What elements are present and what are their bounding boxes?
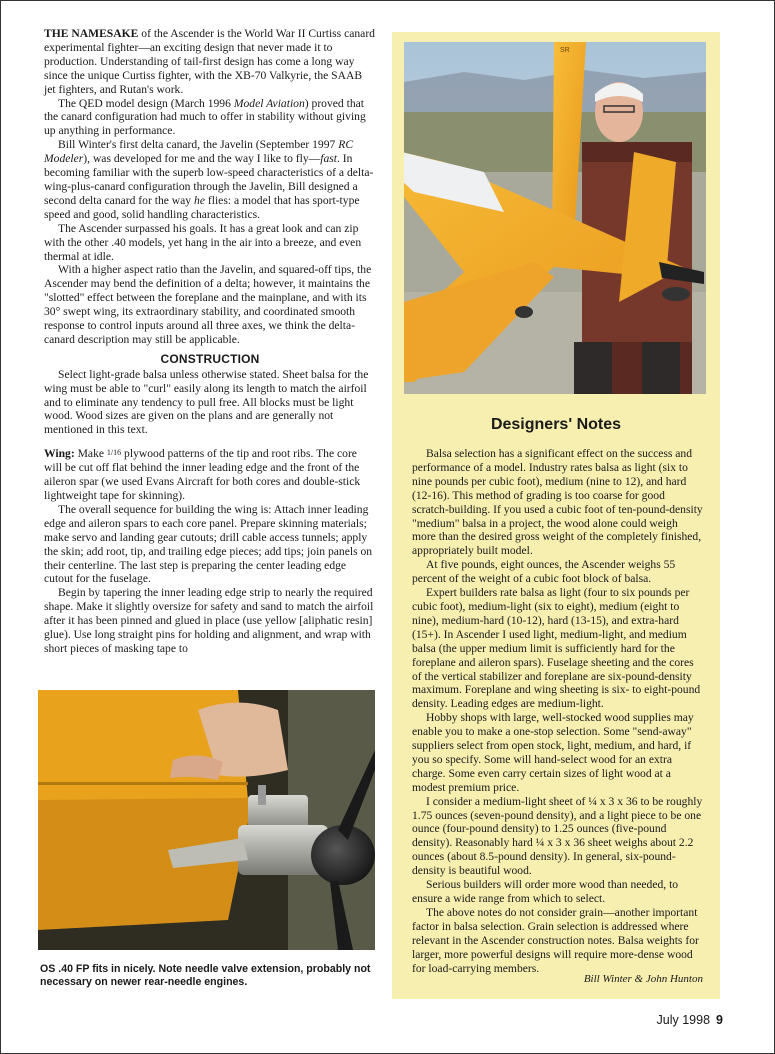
- intro-paragraph-4: The Ascender surpassed his goals. It has a great look and can zip with the other .40 models, yet hang in the air into a breeze, and even thermal at idle.: [44, 221, 362, 263]
- engine-photo-caption: OS .40 FP fits in nicely. Note needle valve extension, probably not necessary on newer rear-needle engines.: [40, 963, 371, 988]
- notes-paragraph: I consider a medium-light sheet of ¼ x 3 x 36 to be roughly 1.75 ounces (seven-pound density), and a light piece to be one ounce (four-pound density) to 1.25 ounces (five-pound density). Reasonably hard ¼ x 3 x 36 sheet weighs about 2.2 ounces (about 8.5-pound density). In general, six-pound-density is beautiful wood.: [412, 794, 703, 878]
- construction-paragraph-4: Begin by tapering the inner leading edge strip to nearly the required shape. Make it slightly oversize for safety and sand to match the airfoil after it has been pinned and glued in place (use yellow [aliphatic resin] glue). Use long straight pins for holding and alignment, and wrap with short pieces of masking tape to: [44, 586, 374, 655]
- construction-paragraph-1: Select light-grade balsa unless otherwise stated. Sheet balsa for the wing must be able to "curl" easily along its length to match the airfoil and to eliminate any tendency to pull free. All blocks must be light wood. Wood sizes are given on the plans and are generally not mentioned in this text.: [44, 367, 369, 437]
- notes-paragraph: The above notes do not consider grain—another important factor in balsa selection. Grain selection is addressed where relevant in the Ascender construction notes. Balsa weights for larger, more powerful designs will require more-dense wood for load-carrying members.: [412, 905, 699, 975]
- engine-photo-illustration: [38, 690, 375, 950]
- author-signature: Bill Winter & John Hunton: [583, 973, 703, 985]
- intro-paragraph-2: The QED model design (March 1996 Model Aviation) proved that the canard configuration had much to offer in stability without giving up anything in performance.: [44, 96, 366, 138]
- designers-notes-body: [412, 447, 704, 975]
- construction-heading: CONSTRUCTION: [160, 351, 260, 366]
- notes-paragraph: Hobby shops with large, well-stocked wood supplies may enable you to make a one-stop selection. Some "send-away" suppliers select from open stock, light, medium, and hard, if you so specify. Some will hand-select wood for an extra charge. Some even carry certain sizes of light wood at a modest premium price.: [412, 711, 694, 794]
- article-left-column: [44, 27, 376, 656]
- intro-paragraph-1: THE NAMESAKE of the Ascender is the World War II Curtiss canard experimental fighter—an exciting design that never made it to production. Understanding of tail-first design has come a long way since the unique Curtiss fighter, with the XB-70 Valkyrie, the SAAB jet fighters, and Rutan's work.: [44, 27, 375, 96]
- construction-paragraph-3: The overall sequence for building the wing is: Attach inner leading edge and aileron spars to each core panel. Prepare skinning materials; make servo and landing gear cutouts; drill cable access tunnels; apply the skin; add root, tip, and trailing edge pieces; add tips; join panels on their centerline. The last step is preparing the center leading edge cutout for the fuselage.: [44, 502, 373, 586]
- designers-notes-title: Designers' Notes: [490, 416, 622, 433]
- plane-photo-illustration: [404, 42, 706, 394]
- intro-paragraph-3: Bill Winter's first delta canard, the Javelin (September 1997 RC Modeler), was developed for me and the way I like to fly—fast. In becoming familiar with the superb low-speed characteristics of a delta-wing-plus-canard configuration through the Javelin, Bill designed a second delta canard for the way he flies: a model that has sport-type speed and good, solid handling characteristics.: [44, 138, 374, 221]
- page-folio: [657, 1013, 723, 1027]
- wing-paragraph: Wing: Make 1/16 plywood patterns of the tip and root ribs. The core will be cut off flat behind the inner leading edge and the front of the aileron spar (we used Evans Aircraft for both cores and double-stick lightweight tape for skinning).: [44, 447, 361, 502]
- notes-paragraph: At five pounds, eight ounces, the Ascender weighs 55 percent of the weight of a cubic foot block of balsa.: [412, 558, 676, 586]
- notes-paragraph: Expert builders rate balsa as light (four to six pounds per cubic foot), medium-light (six to eight), medium (eight to nine), medium-hard (10-12), hard (13-15), and extra-hard (15+). In Ascender I used light, medium-light, and medium balsa (the upper medium limit is sufficiently hard for the foreplane and aileron spars). Fuselage sheeting and the cores of the vertical stabilizer and foreplane are six-pound-density maximum. Foreplane and wing sheeting is six- to eight-pound density. Leading edges are medium-light.: [412, 586, 701, 711]
- page-number: 9: [716, 1013, 723, 1027]
- issue-date: July 1998: [656, 1013, 711, 1027]
- intro-paragraph-5: With a higher aspect ratio than the Javelin, and squared-off tips, the Ascender may bend the definition of a delta; however, it maintains the "slotted" effect between the foreplane and the mainplane, and with its 30° swept wing, its extraordinary stability, and coordinated smooth response to control inputs around all three axes, we think the delta-canard description may still be applicable.: [44, 263, 372, 346]
- plane-photo: [404, 42, 706, 394]
- engine-photo: [38, 690, 375, 950]
- notes-paragraph: Balsa selection has a significant effect on the success and performance of a model. Industry rates balsa as light (six to nine pounds per cubic foot), medium (nine to 12), and hard (12-16). This method of grading is too coarse for good scratch-building. If you used a cubic foot of ten-pound-density "medium" balsa in a project, the wood alone could weigh more than the desired gross weight of the completely finished, appropriately built model.: [412, 447, 703, 558]
- fin-marking: SR: [560, 47, 570, 54]
- lead-in: THE NAMESAKE: [44, 27, 139, 40]
- notes-paragraph: Serious builders will order more wood than needed, to ensure a wide range from which to select.: [412, 878, 679, 905]
